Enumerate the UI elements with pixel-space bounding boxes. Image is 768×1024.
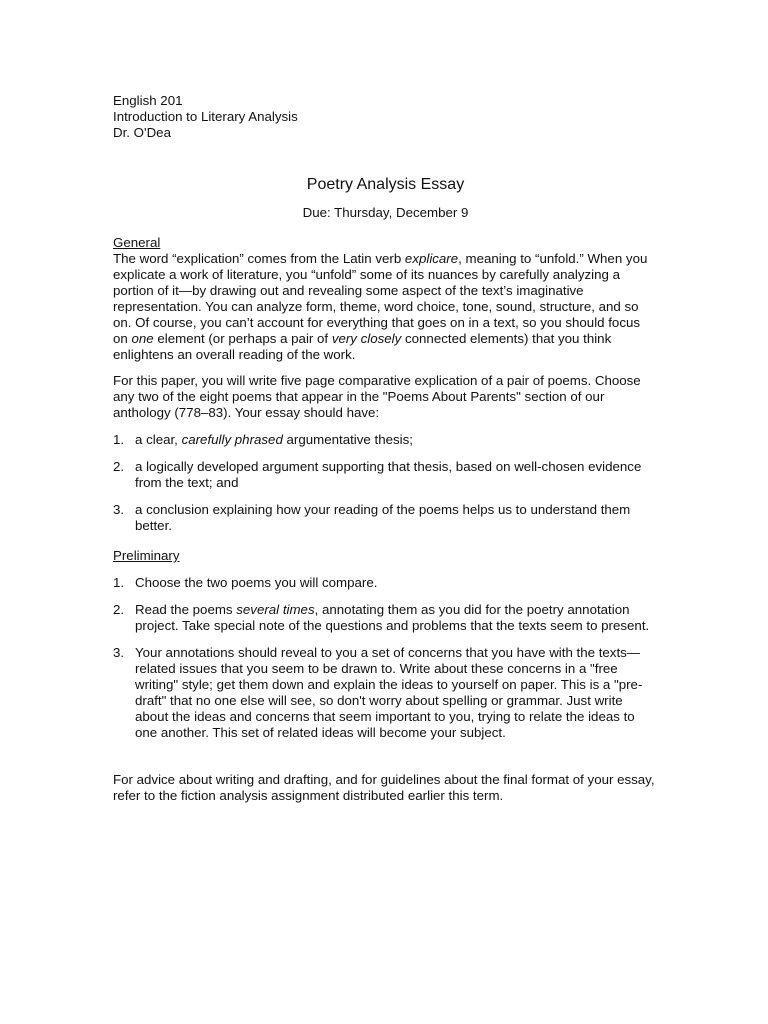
- list-text: a logically developed argument supporting that thesis, based on well-chosen evidence from the text; and: [135, 459, 642, 490]
- italic-run: very closely: [331, 331, 402, 346]
- document-title: Poetry Analysis Essay: [306, 176, 465, 193]
- list-item: [113, 459, 658, 491]
- list-item: [113, 575, 658, 591]
- italic-run: carefully phrased: [181, 432, 283, 447]
- list-item: [113, 645, 658, 741]
- general-paragraph-2: For this paper, you will write five page comparative explication of a pair of poems. Choose any two of the eight poems that appear in the "Poems About Parents" section of our anthology (778–83). Your essay should have:: [113, 373, 641, 420]
- list-text: a clear,: [135, 432, 182, 447]
- italic-run: several times: [236, 602, 315, 617]
- list-text: Your annotations should reveal to you a set of concerns that you have with the texts—related issues that you seem to be drawn to. Write about these concerns in a "free writing" style; get them down and explain the ideas to yourself on paper. This is a "pre-draft" that no one else will see, so don't worry about spelling or grammar. Just write about the ideas and concerns that seem important to you, trying to relate the ideas to one another. This set of related ideas will become your subject.: [135, 645, 643, 740]
- list-item: [113, 432, 658, 448]
- requirements-list: [113, 432, 658, 534]
- list-number: 1.: [113, 432, 125, 447]
- italic-run: explicare: [404, 251, 459, 266]
- list-text: , annotating them as you did for the poetry annotation project. Take special note of the questions and problems that the texts seem to present.: [135, 602, 650, 633]
- text-run: connected elements) that you think enlightens an overall reading of the work.: [113, 331, 612, 362]
- document-page: [113, 93, 658, 804]
- list-number: 3.: [113, 502, 125, 517]
- list-text: Choose the two poems you will compare.: [135, 575, 378, 590]
- text-run: element (or perhaps a pair of: [153, 331, 332, 346]
- list-text: Read the poems: [135, 602, 237, 617]
- closing-paragraph: For advice about writing and drafting, and for guidelines about the final format of your essay, refer to the fiction analysis assignment distributed earlier this term.: [113, 772, 655, 803]
- course-code: English 201: [113, 93, 183, 108]
- general-paragraph-1: [113, 251, 658, 363]
- list-number: 3.: [113, 645, 125, 660]
- document-header: [113, 93, 658, 141]
- list-number: 2.: [113, 602, 125, 617]
- list-item: [113, 602, 658, 634]
- list-number: 1.: [113, 575, 125, 590]
- preliminary-steps-list: [113, 575, 658, 741]
- list-text: a conclusion explaining how your reading of the poems helps us to understand them better.: [135, 502, 631, 533]
- section-heading-general: General: [113, 235, 161, 250]
- instructor-name: Dr. O'Dea: [113, 125, 171, 140]
- text-run: The word “explication” comes from the Latin verb: [113, 251, 405, 266]
- section-heading-preliminary: Preliminary: [113, 548, 180, 563]
- course-title: Introduction to Literary Analysis: [113, 109, 298, 124]
- list-item: [113, 502, 658, 534]
- list-text: argumentative thesis;: [282, 432, 413, 447]
- italic-run: one: [131, 331, 154, 346]
- due-date: Due: Thursday, December 9: [302, 205, 469, 220]
- text-run: , meaning to “unfold.” When you explicate a work of literature, you “unfold” some of its nuances by carefully analyzing a portion of it—by drawing out and revealing some aspect of the text’s imaginative representation. You can analyze form, theme, word choice, tone, sound, structure, and so on. Of course, you can’t account for everything that goes on in a text, so you should focus on: [113, 251, 648, 346]
- list-number: 2.: [113, 459, 125, 474]
